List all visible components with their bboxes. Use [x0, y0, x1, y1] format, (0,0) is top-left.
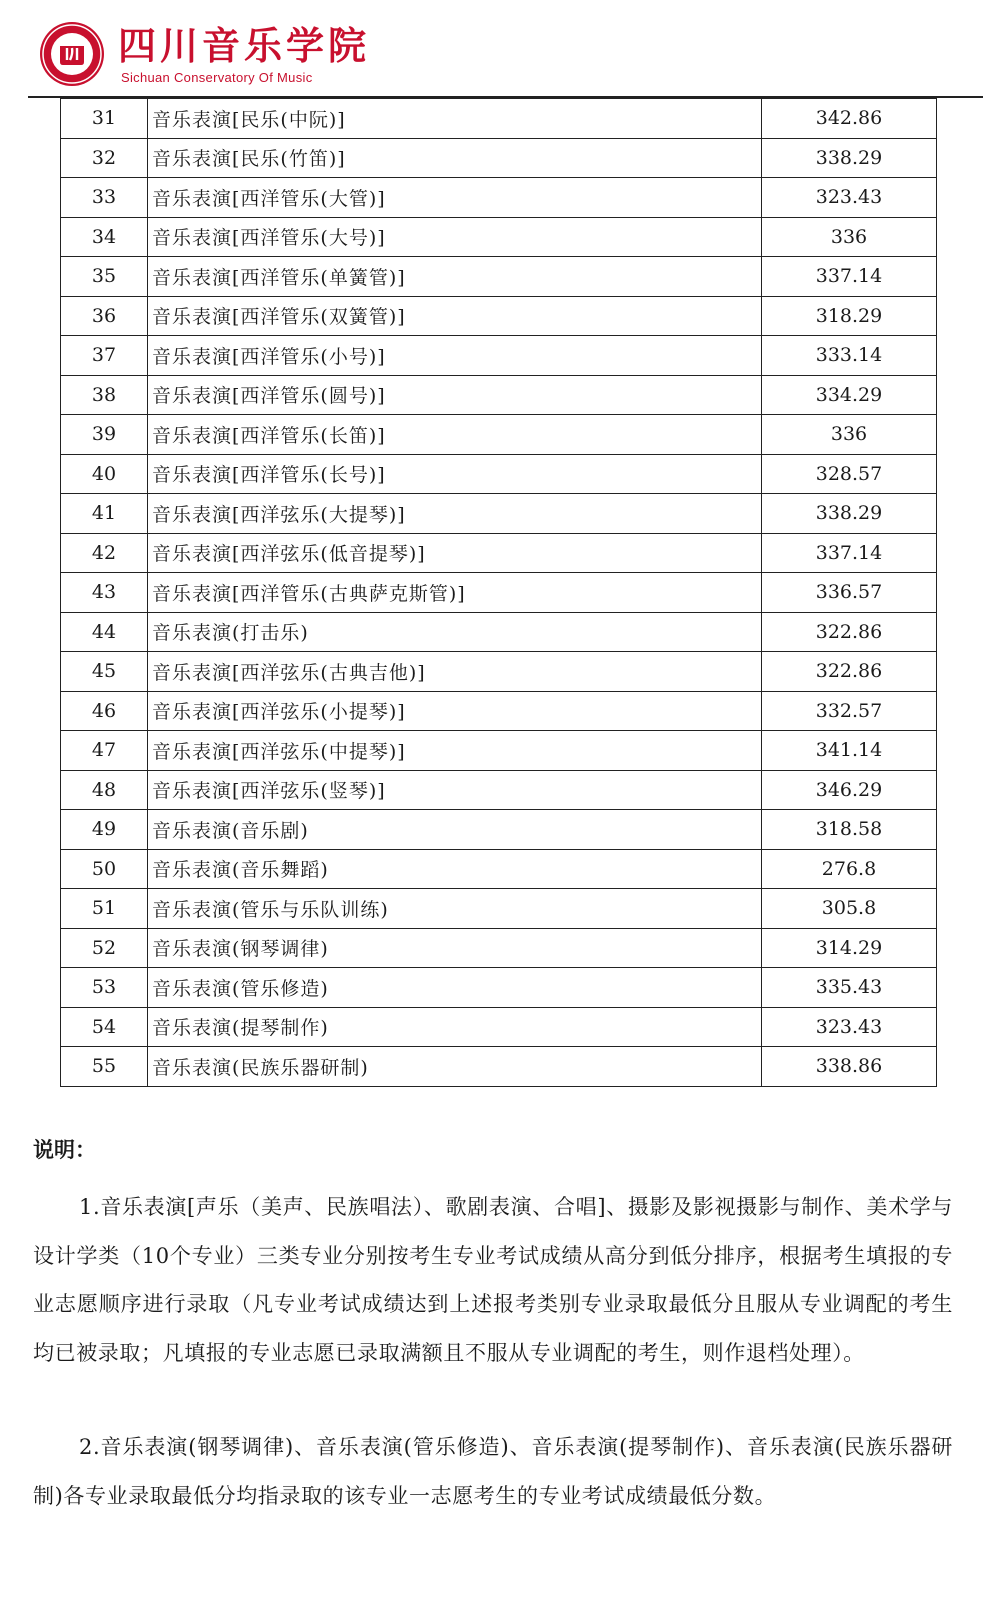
table-row — [61, 968, 937, 1008]
row-major: 音乐表演(管乐修造) — [148, 968, 762, 1008]
table-row — [61, 1047, 937, 1087]
row-number: 31 — [61, 99, 148, 139]
row-major: 音乐表演[民乐(中阮)] — [148, 99, 762, 139]
table-row — [61, 494, 937, 534]
row-number: 51 — [61, 889, 148, 929]
row-number: 33 — [61, 178, 148, 218]
row-major: 音乐表演[西洋管乐(单簧管)] — [148, 257, 762, 297]
row-score: 276.8 — [762, 849, 937, 889]
row-score: 332.57 — [762, 691, 937, 731]
note-item-2: 2.音乐表演(钢琴调律)、音乐表演(管乐修造)、音乐表演(提琴制作)、音乐表演(民族乐器研制)各专业录取最低分均指录取的该专业一志愿考生的专业考试成绩最低分数。 — [33, 1435, 953, 1508]
row-number: 49 — [61, 810, 148, 850]
table-row — [61, 415, 937, 455]
table-row — [61, 375, 937, 415]
school-name-cn: 四川音乐学院 — [118, 23, 371, 68]
table-row — [61, 533, 937, 573]
row-score: 305.8 — [762, 889, 937, 929]
table-row — [61, 178, 937, 218]
row-major: 音乐表演(钢琴调律) — [148, 928, 762, 968]
row-score: 328.57 — [762, 454, 937, 494]
row-number: 36 — [61, 296, 148, 336]
row-major: 音乐表演[西洋弦乐(古典吉他)] — [148, 652, 762, 692]
row-major: 音乐表演[西洋管乐(小号)] — [148, 336, 762, 376]
row-major: 音乐表演(打击乐) — [148, 612, 762, 652]
row-score: 335.43 — [762, 968, 937, 1008]
row-score: 342.86 — [762, 99, 937, 139]
row-major: 音乐表演[西洋管乐(双簧管)] — [148, 296, 762, 336]
table-row — [61, 889, 937, 929]
row-major: 音乐表演(民族乐器研制) — [148, 1047, 762, 1087]
table-row — [61, 336, 937, 376]
table-row — [61, 1007, 937, 1047]
row-score: 318.58 — [762, 810, 937, 850]
table-row — [61, 99, 937, 139]
row-major: 音乐表演[西洋管乐(大管)] — [148, 178, 762, 218]
row-number: 44 — [61, 612, 148, 652]
table-row — [61, 573, 937, 613]
row-number: 52 — [61, 928, 148, 968]
row-score: 336.57 — [762, 573, 937, 613]
row-number: 35 — [61, 257, 148, 297]
row-major: 音乐表演[西洋弦乐(竖琴)] — [148, 770, 762, 810]
row-score: 337.14 — [762, 257, 937, 297]
row-major: 音乐表演[西洋弦乐(小提琴)] — [148, 691, 762, 731]
table-row — [61, 691, 937, 731]
row-number: 48 — [61, 770, 148, 810]
row-major: 音乐表演[西洋弦乐(低音提琴)] — [148, 533, 762, 573]
row-major: 音乐表演[西洋管乐(圆号)] — [148, 375, 762, 415]
row-score: 346.29 — [762, 770, 937, 810]
row-number: 38 — [61, 375, 148, 415]
table-row — [61, 731, 937, 771]
row-major: 音乐表演[西洋弦乐(中提琴)] — [148, 731, 762, 771]
row-number: 53 — [61, 968, 148, 1008]
row-number: 41 — [61, 494, 148, 534]
row-major: 音乐表演(音乐剧) — [148, 810, 762, 850]
row-major: 音乐表演[民乐(竹笛)] — [148, 138, 762, 178]
page-header — [0, 0, 991, 98]
row-major: 音乐表演[西洋弦乐(大提琴)] — [148, 494, 762, 534]
row-number: 32 — [61, 138, 148, 178]
row-score: 322.86 — [762, 652, 937, 692]
row-score: 334.29 — [762, 375, 937, 415]
row-major: 音乐表演[西洋管乐(大号)] — [148, 217, 762, 257]
row-score: 323.43 — [762, 1007, 937, 1047]
row-number: 43 — [61, 573, 148, 613]
score-table-body — [61, 99, 937, 1087]
row-number: 40 — [61, 454, 148, 494]
school-emblem-icon — [40, 22, 104, 86]
row-number: 47 — [61, 731, 148, 771]
row-score: 323.43 — [762, 178, 937, 218]
table-row — [61, 257, 937, 297]
school-name-en: Sichuan Conservatory Of Music — [121, 70, 313, 85]
row-major: 音乐表演(管乐与乐队训练) — [148, 889, 762, 929]
table-row — [61, 770, 937, 810]
table-row — [61, 138, 937, 178]
table-row — [61, 612, 937, 652]
row-score: 333.14 — [762, 336, 937, 376]
table-row — [61, 454, 937, 494]
table-row — [61, 296, 937, 336]
row-score: 336 — [762, 217, 937, 257]
table-row — [61, 928, 937, 968]
row-number: 46 — [61, 691, 148, 731]
row-score: 338.29 — [762, 494, 937, 534]
row-score: 314.29 — [762, 928, 937, 968]
table-row — [61, 652, 937, 692]
row-score: 336 — [762, 415, 937, 455]
row-number: 45 — [61, 652, 148, 692]
score-table — [60, 98, 937, 1087]
row-number: 37 — [61, 336, 148, 376]
table-row — [61, 217, 937, 257]
row-number: 50 — [61, 849, 148, 889]
row-number: 42 — [61, 533, 148, 573]
row-score: 337.14 — [762, 533, 937, 573]
row-number: 55 — [61, 1047, 148, 1087]
row-score: 338.86 — [762, 1047, 937, 1087]
row-major: 音乐表演[西洋管乐(古典萨克斯管)] — [148, 573, 762, 613]
row-major: 音乐表演(音乐舞蹈) — [148, 849, 762, 889]
note-item-1: 1.音乐表演[声乐（美声、民族唱法）、歌剧表演、合唱]、摄影及影视摄影与制作、美术学与设计学类（10个专业）三类专业分别按考生专业考试成绩从高分到低分排序，根据考生填报的专业志愿顺序进行录取（凡专业考试成绩达到上述报考类别专业录取最低分且服从专业调配的考生均已被录取；凡填报的专业志愿已录取满额且不服从专业调配的考生，则作退档处理）。 — [33, 1195, 953, 1365]
row-score: 341.14 — [762, 731, 937, 771]
row-major: 音乐表演(提琴制作) — [148, 1007, 762, 1047]
row-major: 音乐表演[西洋管乐(长号)] — [148, 454, 762, 494]
row-score: 322.86 — [762, 612, 937, 652]
row-major: 音乐表演[西洋管乐(长笛)] — [148, 415, 762, 455]
row-score: 338.29 — [762, 138, 937, 178]
row-number: 34 — [61, 217, 148, 257]
table-row — [61, 810, 937, 850]
notes-title: 说明： — [33, 1138, 96, 1162]
row-number: 39 — [61, 415, 148, 455]
table-row — [61, 849, 937, 889]
row-score: 318.29 — [762, 296, 937, 336]
row-number: 54 — [61, 1007, 148, 1047]
school-logo — [40, 22, 104, 86]
